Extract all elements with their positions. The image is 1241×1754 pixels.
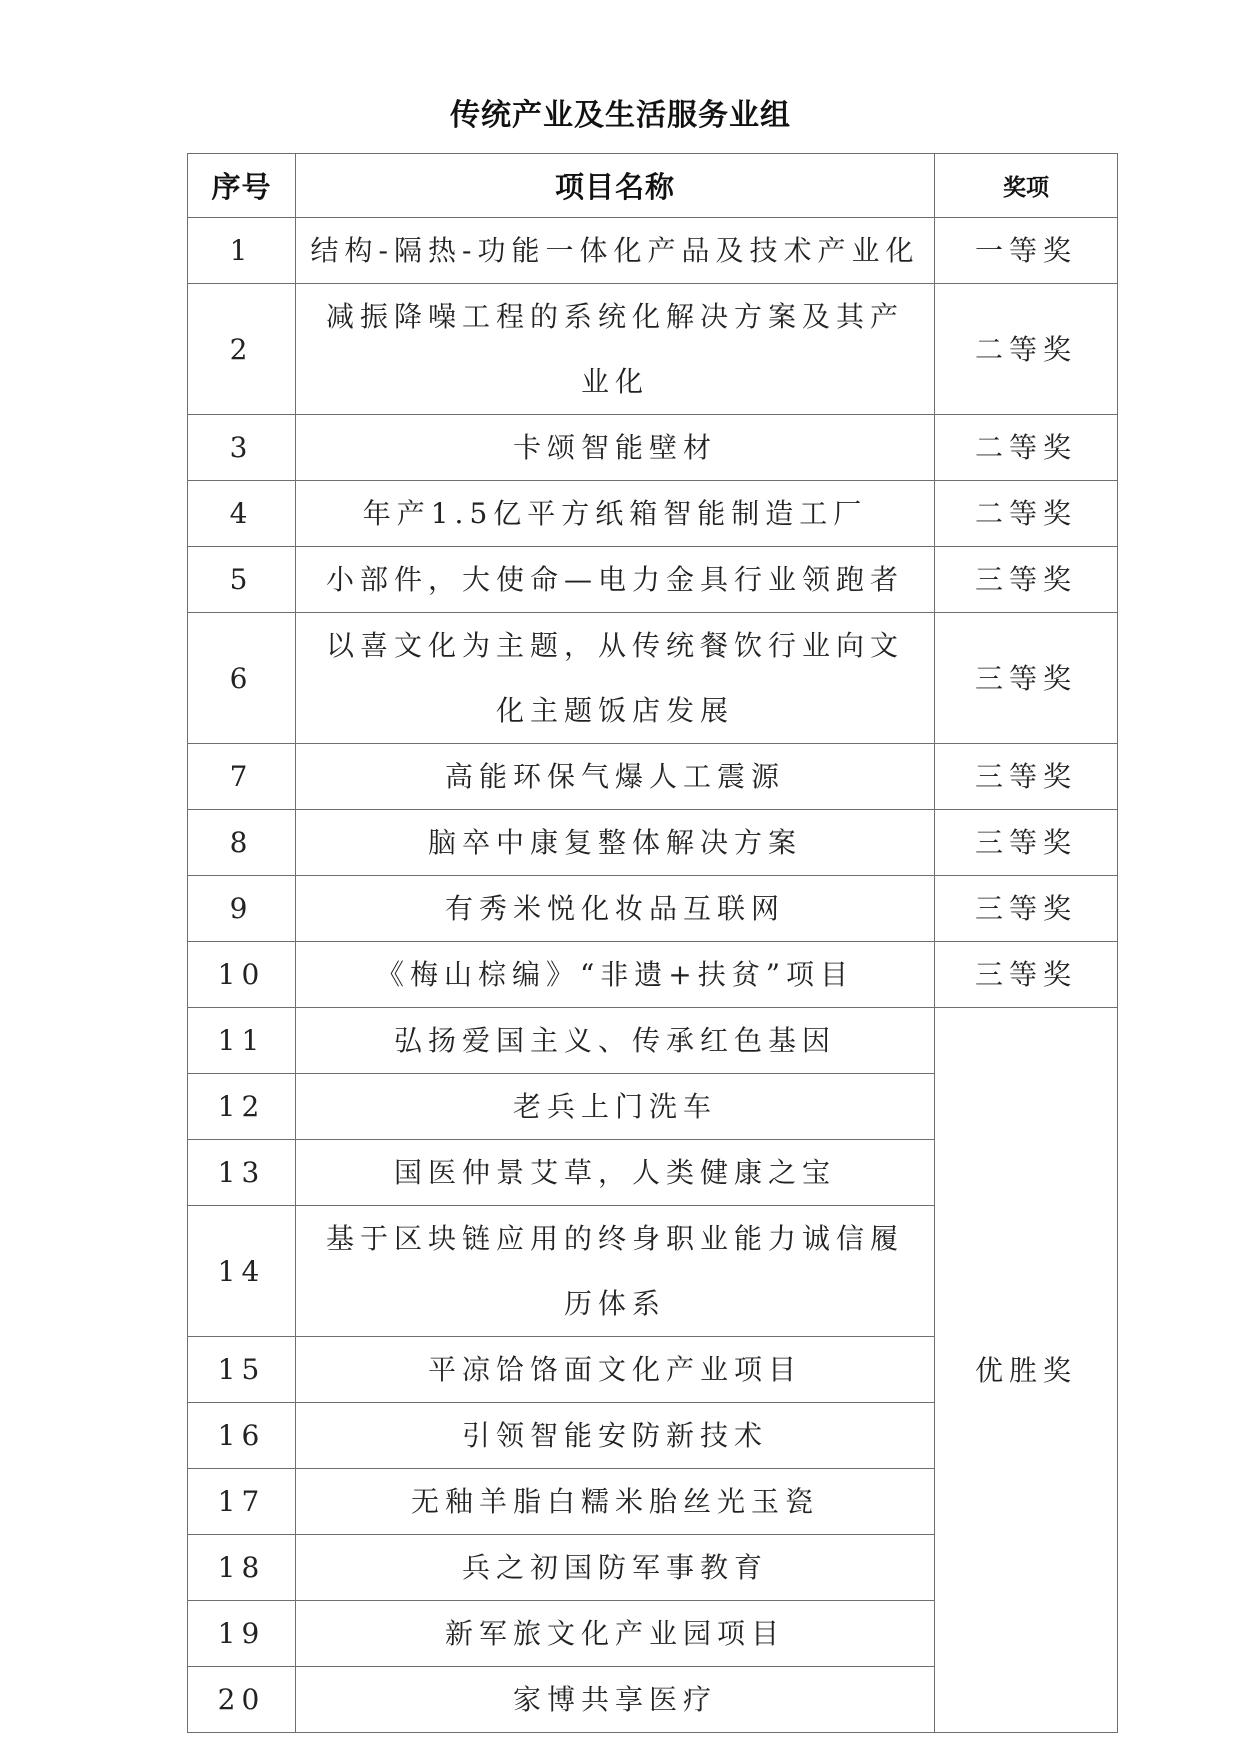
page-title: 传统产业及生活服务业组: [450, 98, 791, 133]
header-project-name: 项目名称: [296, 154, 935, 218]
row-project-name: 家博共享医疗: [296, 1667, 935, 1733]
table-row: [188, 481, 1118, 547]
row-award: 一等奖: [935, 218, 1118, 284]
header-award: 奖项: [935, 154, 1118, 218]
table-row: [188, 876, 1118, 942]
row-award-merged: 优胜奖: [935, 1008, 1118, 1733]
row-project-name: 基于区块链应用的终身职业能力诚信履历体系: [296, 1206, 935, 1337]
row-project-name: 弘扬爱国主义、传承红色基因: [296, 1008, 935, 1074]
row-project-name: 高能环保气爆人工震源: [296, 744, 935, 810]
row-project-name: 以喜文化为主题，从传统餐饮行业向文化主题饭店发展: [296, 613, 935, 744]
row-serial-number: 9: [188, 876, 296, 942]
row-project-name: 年产1.5亿平方纸箱智能制造工厂: [296, 481, 935, 547]
row-project-name: 《梅山棕编》“非遗+扶贫”项目: [296, 942, 935, 1008]
row-award: 三等奖: [935, 744, 1118, 810]
row-serial-number: 10: [188, 942, 296, 1008]
row-award: 三等奖: [935, 942, 1118, 1008]
table-header-row: [188, 154, 1118, 218]
row-project-name: 兵之初国防军事教育: [296, 1535, 935, 1601]
row-serial-number: 1: [188, 218, 296, 284]
row-project-name: 脑卒中康复整体解决方案: [296, 810, 935, 876]
row-serial-number: 17: [188, 1469, 296, 1535]
table-row: [188, 284, 1118, 415]
row-serial-number: 16: [188, 1403, 296, 1469]
row-serial-number: 7: [188, 744, 296, 810]
row-project-name: 无釉羊脂白糯米胎丝光玉瓷: [296, 1469, 935, 1535]
row-award: 三等奖: [935, 810, 1118, 876]
row-award: 二等奖: [935, 481, 1118, 547]
row-serial-number: 8: [188, 810, 296, 876]
table-row: [188, 218, 1118, 284]
table-row: [188, 1008, 1118, 1074]
row-project-name: 引领智能安防新技术: [296, 1403, 935, 1469]
row-project-name: 国医仲景艾草，人类健康之宝: [296, 1140, 935, 1206]
row-project-name: 有秀米悦化妆品互联网: [296, 876, 935, 942]
row-serial-number: 12: [188, 1074, 296, 1140]
row-serial-number: 6: [188, 613, 296, 744]
table-row: [188, 547, 1118, 613]
row-serial-number: 2: [188, 284, 296, 415]
row-serial-number: 14: [188, 1206, 296, 1337]
row-serial-number: 19: [188, 1601, 296, 1667]
row-serial-number: 20: [188, 1667, 296, 1733]
row-serial-number: 15: [188, 1337, 296, 1403]
row-project-name: 老兵上门洗车: [296, 1074, 935, 1140]
row-award: 三等奖: [935, 547, 1118, 613]
row-project-name: 新军旅文化产业园项目: [296, 1601, 935, 1667]
table-row: [188, 415, 1118, 481]
row-serial-number: 13: [188, 1140, 296, 1206]
row-award: 三等奖: [935, 876, 1118, 942]
table-row: [188, 942, 1118, 1008]
award-table: [187, 153, 1118, 1733]
header-serial-number: 序号: [188, 154, 296, 218]
row-serial-number: 18: [188, 1535, 296, 1601]
row-project-name: 卡颂智能壁材: [296, 415, 935, 481]
row-serial-number: 5: [188, 547, 296, 613]
row-project-name: 小部件，大使命—电力金具行业领跑者: [296, 547, 935, 613]
row-serial-number: 3: [188, 415, 296, 481]
row-project-name: 减振降噪工程的系统化解决方案及其产业化: [296, 284, 935, 415]
row-award: 二等奖: [935, 415, 1118, 481]
row-award: 二等奖: [935, 284, 1118, 415]
row-project-name: 结构-隔热-功能一体化产品及技术产业化: [296, 218, 935, 284]
table-row: [188, 810, 1118, 876]
row-serial-number: 4: [188, 481, 296, 547]
table-row: [188, 744, 1118, 810]
table-row: [188, 613, 1118, 744]
row-serial-number: 11: [188, 1008, 296, 1074]
row-project-name: 平凉饸饹面文化产业项目: [296, 1337, 935, 1403]
row-award: 三等奖: [935, 613, 1118, 744]
